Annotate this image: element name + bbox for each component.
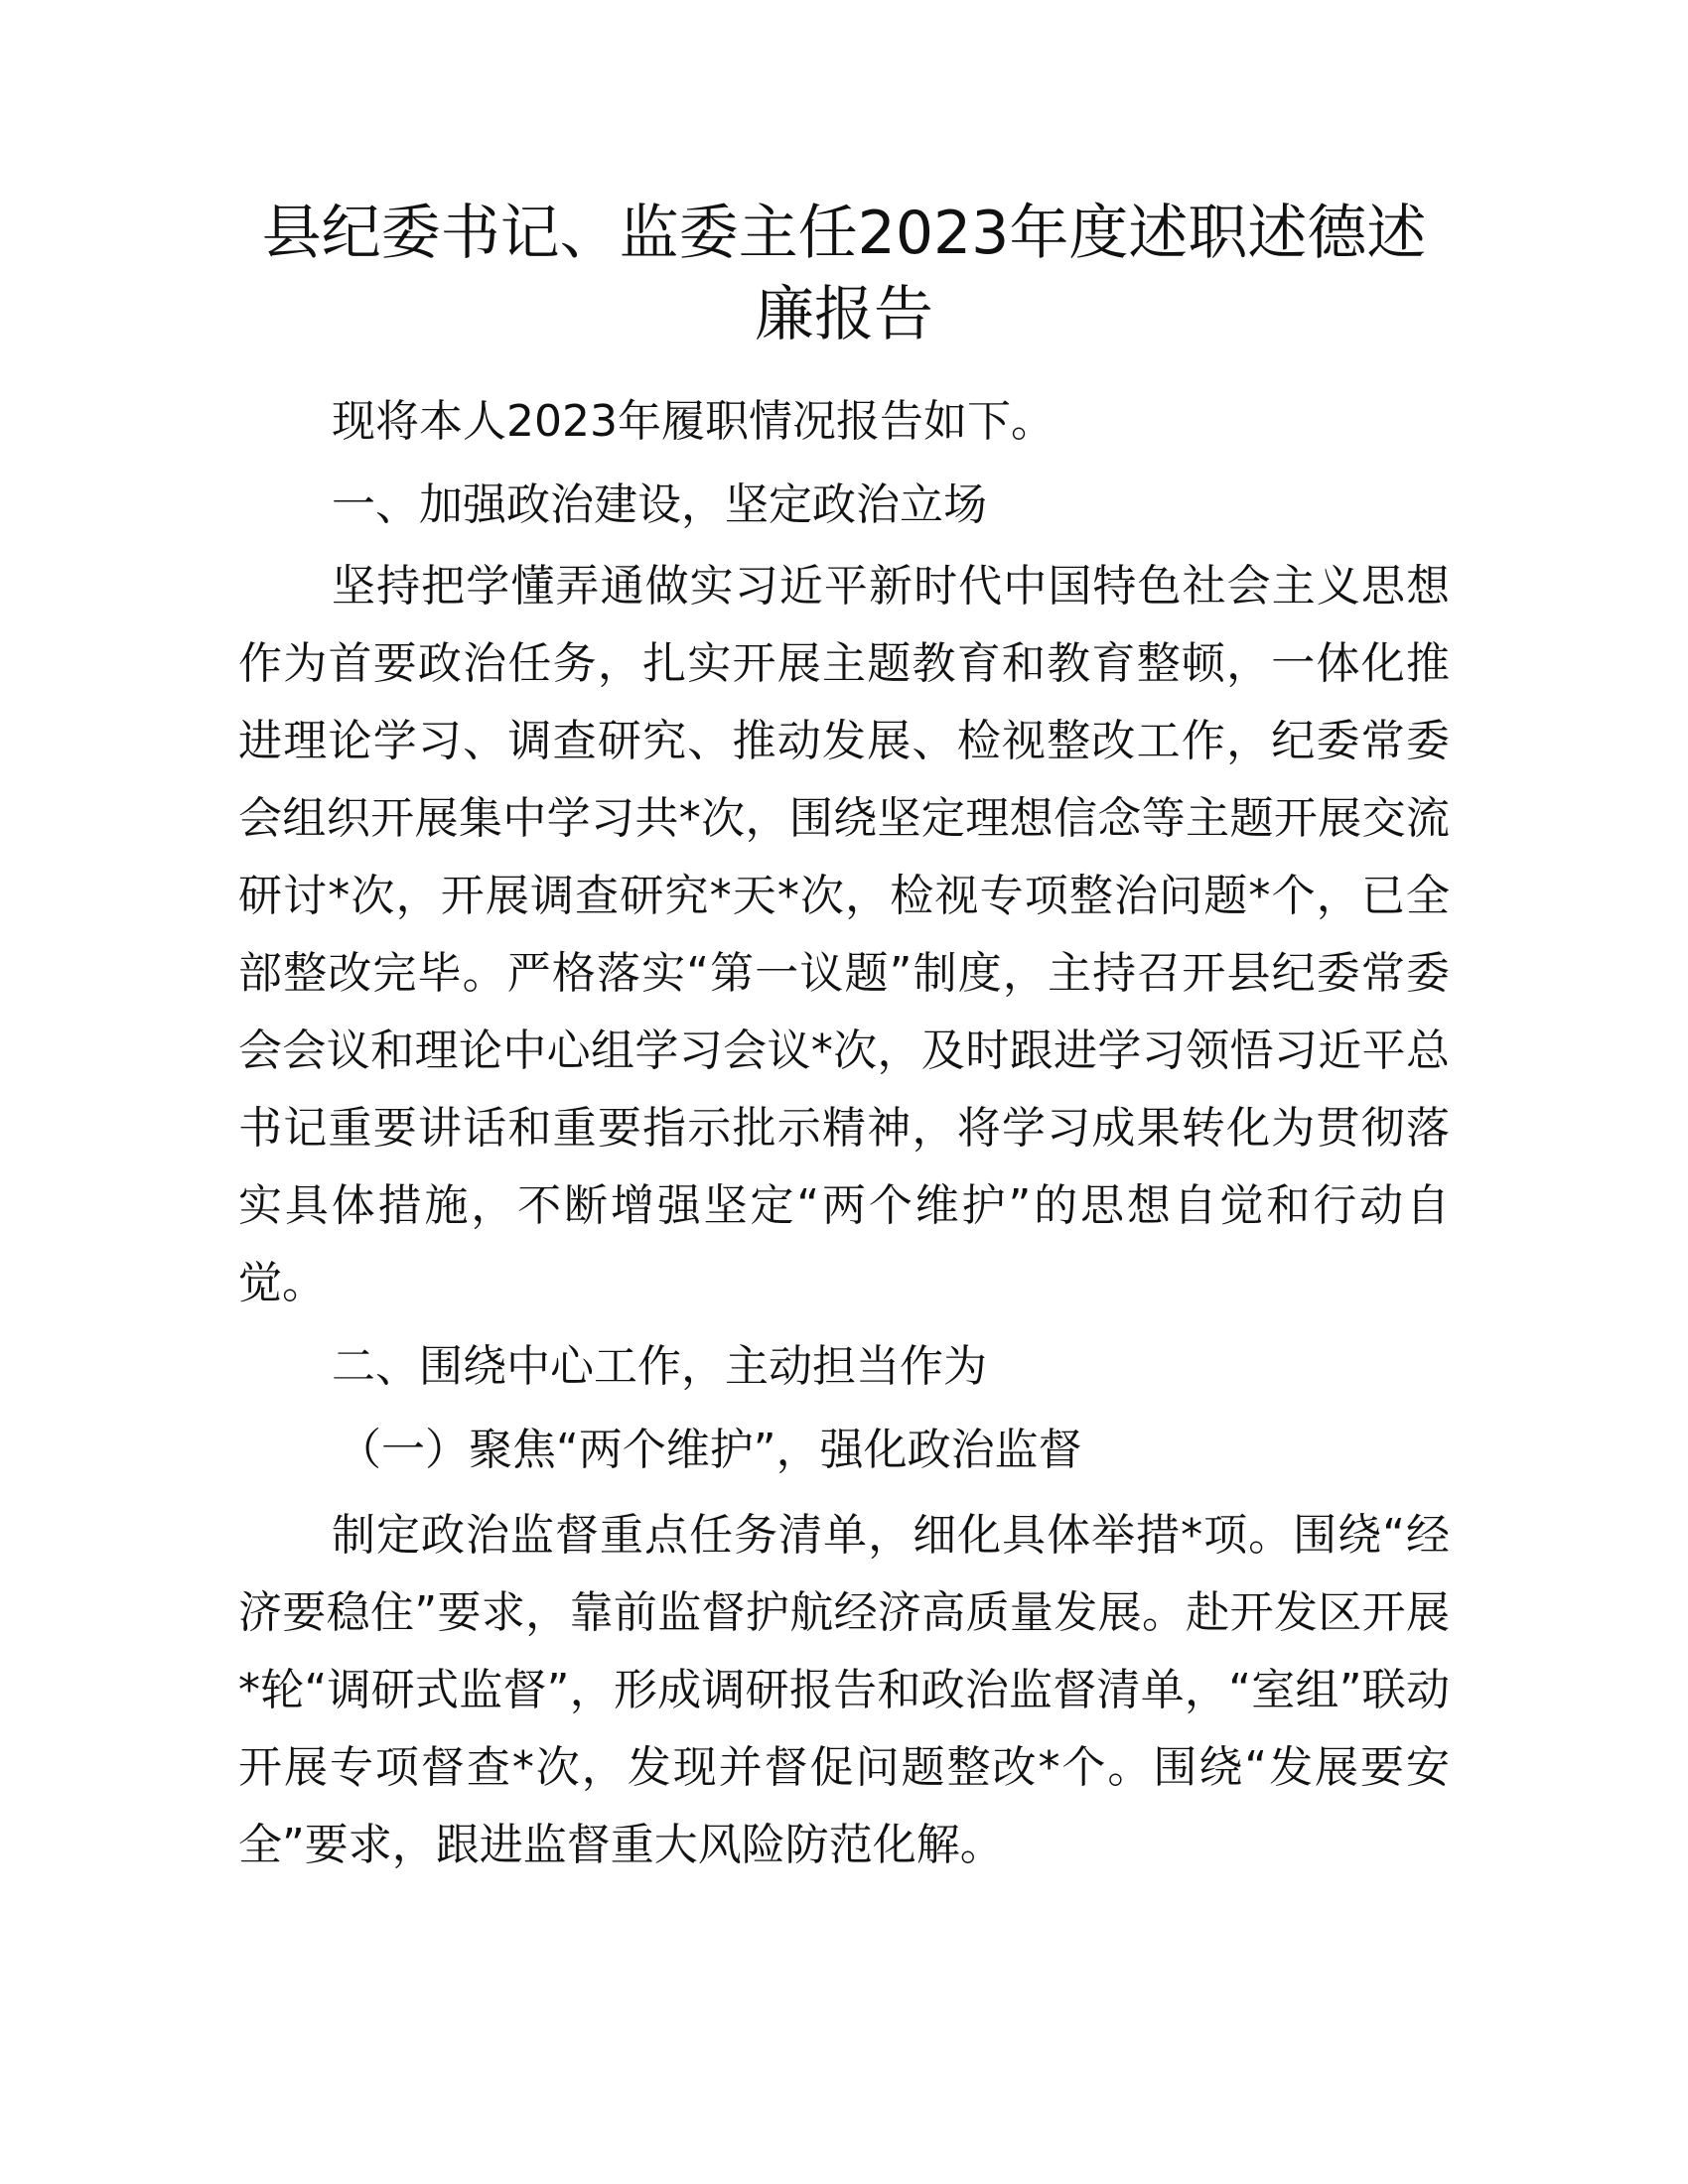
document-body (238, 377, 1450, 1884)
section-2-paragraph: 制定政治监督重点任务清单，细化具体举措*项。围绕“经济要稳住”要求，靠前监督护航经济高质量发展。赴开发区开展*轮“调研式监督”，形成调研报告和政治监督清单，“室组”联动开展专项督查*次，发现并督促问题整改*个。围绕“发展要安全”要求，跟进监督重大风险防范化解。 (238, 1510, 1450, 1870)
section-2-heading: 二、围绕中心工作，主动担当作为 (332, 1341, 987, 1392)
intro-paragraph: 现将本人2023年履职情况报告如下。 (332, 396, 1055, 447)
section-1-heading: 一、加强政治建设，坚定政治立场 (332, 479, 987, 530)
section-1-paragraph: 坚持把学懂弄通做实习近平新时代中国特色社会主义思想作为首要政治任务，扎实开展主题教育和教育整顿，一体化推进理论学习、调查研究、推动发展、检视整改工作，纪委常委会组织开展集中学习共*次，围绕坚定理想信念等主题开展交流研讨*次，开展调查研究*天*次，检视专项整治问题*个，已全部整改完毕。严格落实“第一议题”制度，主持召开县纪委常委会会议和理论中心组学习会议*次，及时跟进学习领悟习近平总书记重要讲话和重要指示批示精神，将学习成果转化为贯彻落实具体措施，不断增强坚定“两个维护”的思想自觉和行动自觉。 (238, 561, 1450, 1308)
document-title: 县纪委书记、监委主任2023年度述职述德述廉报告 (261, 199, 1427, 349)
section-2-subheading: （一）聚焦“两个维护”，强化政治监督 (338, 1425, 1082, 1475)
